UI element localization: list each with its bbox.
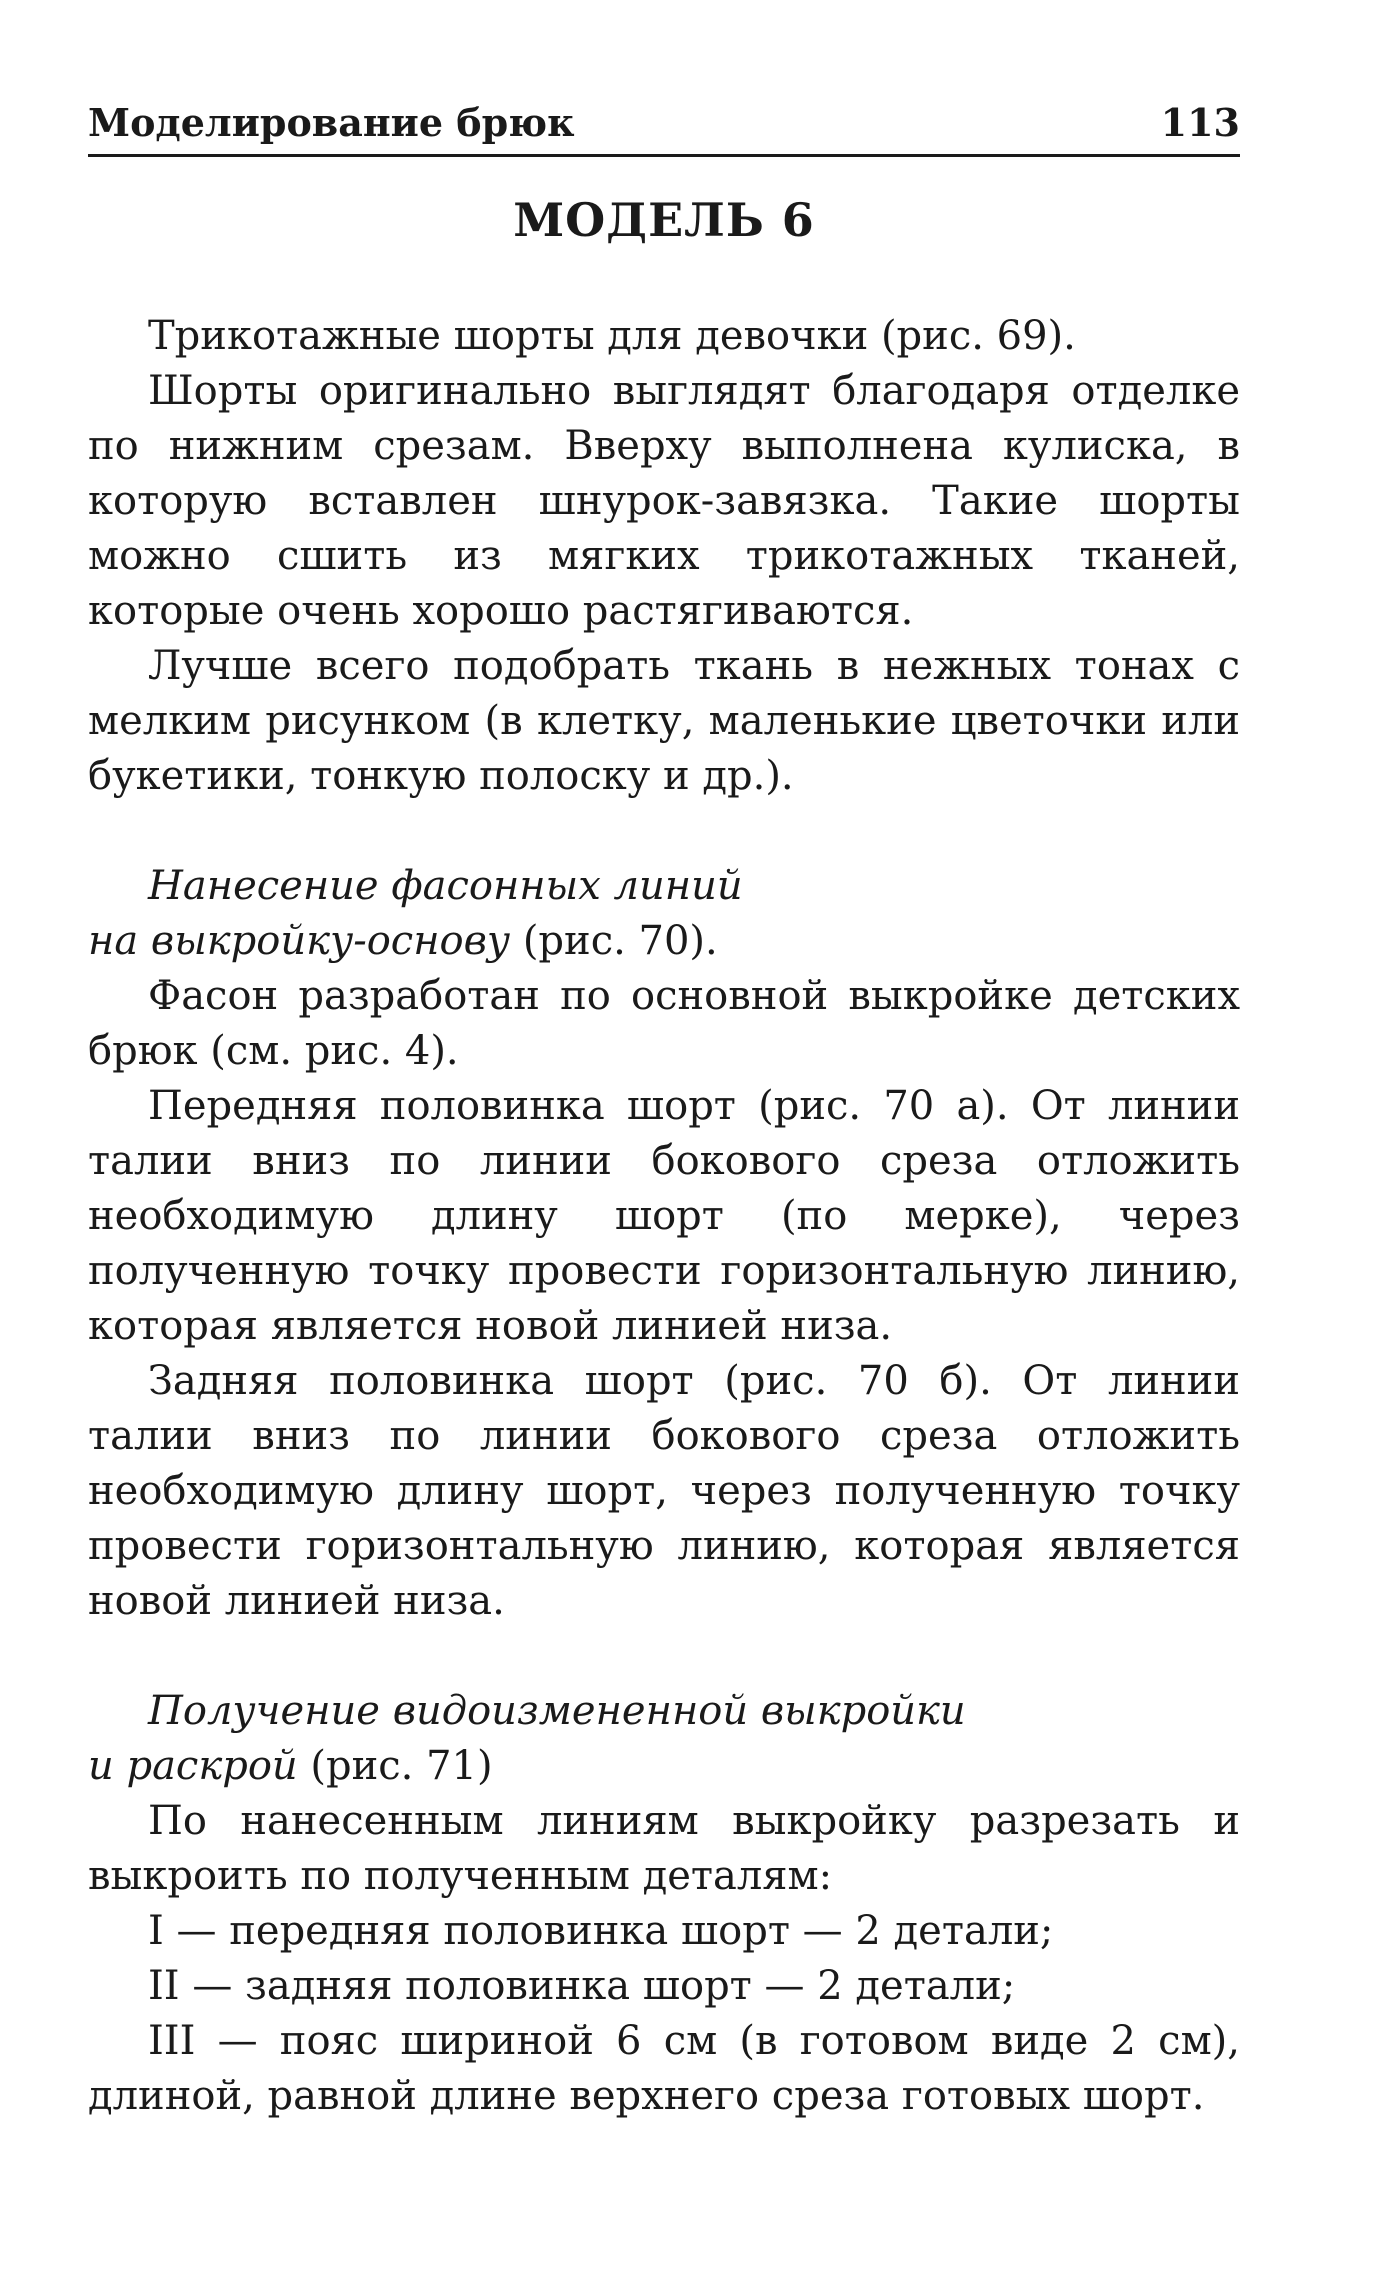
section1-paragraph-2: Передняя половинка шорт (рис. 70 а). От линии талии вниз по линии бокового среза отложить необходимую длину шорт (по мерке), через полученную точку провести горизонтальную линию, которая является новой линией низа. — [88, 1083, 1240, 1349]
section-heading-1 — [88, 859, 1240, 969]
section1-paragraph-1: Фасон разработан по основной выкройке детских брюк (см. рис. 4). — [88, 973, 1240, 1074]
running-head-title: Моделирование брюк — [88, 100, 575, 145]
section-heading-2-ref: (рис. 71) — [297, 1743, 493, 1789]
list-item: III — пояс шириной 6 см (в готовом виде 2 см), длиной, равной длине верхнего среза готовых шорт. — [88, 2018, 1240, 2119]
intro-paragraph-1: Трикотажные шорты для девочки (рис. 69). — [148, 313, 1076, 359]
section-heading-2-line1: Получение видоизмененной выкройки — [148, 1688, 966, 1734]
section2-paragraph-1: По нанесенным линиям выкройку разрезать и выкроить по полученным деталям: — [88, 1798, 1240, 1899]
section1-paragraph-3: Задняя половинка шорт (рис. 70 б). От линии талии вниз по линии бокового среза отложить необходимую длину шорт, через полученную точку провести горизонтальную линию, которая является новой линией низа. — [88, 1358, 1240, 1624]
page-number: 113 — [1160, 100, 1240, 145]
book-page — [88, 100, 1240, 2124]
section-heading-1-ref: (рис. 70). — [510, 918, 718, 964]
section-heading-2 — [88, 1684, 1240, 1794]
body-text — [88, 309, 1240, 2124]
list-item: II — задняя половинка шорт — 2 детали; — [148, 1963, 1016, 2009]
intro-paragraph-3: Лучше всего подобрать ткань в нежных тонах с мелким рисунком (в клетку, маленькие цветочки или букетики, тонкую полоску и др.). — [88, 643, 1240, 799]
intro-paragraph-2: Шорты оригинально выглядят благодаря отделке по нижним срезам. Вверху выполнена кулиска, в которую вставлен шнурок-завязка. Такие шорты можно сшить из мягких трикотажных тканей, которые очень хорошо растягиваются. — [88, 368, 1240, 634]
list-item: I — передняя половинка шорт — 2 детали; — [148, 1908, 1054, 1954]
section-heading-1-line2: на выкройку-основу — [88, 918, 511, 964]
running-head — [88, 100, 1240, 157]
section-heading-2-line2: и раскрой — [88, 1743, 298, 1789]
section-heading-1-line1: Нанесение фасонных линий — [148, 863, 743, 909]
model-title: МОДЕЛЬ 6 — [513, 193, 815, 247]
